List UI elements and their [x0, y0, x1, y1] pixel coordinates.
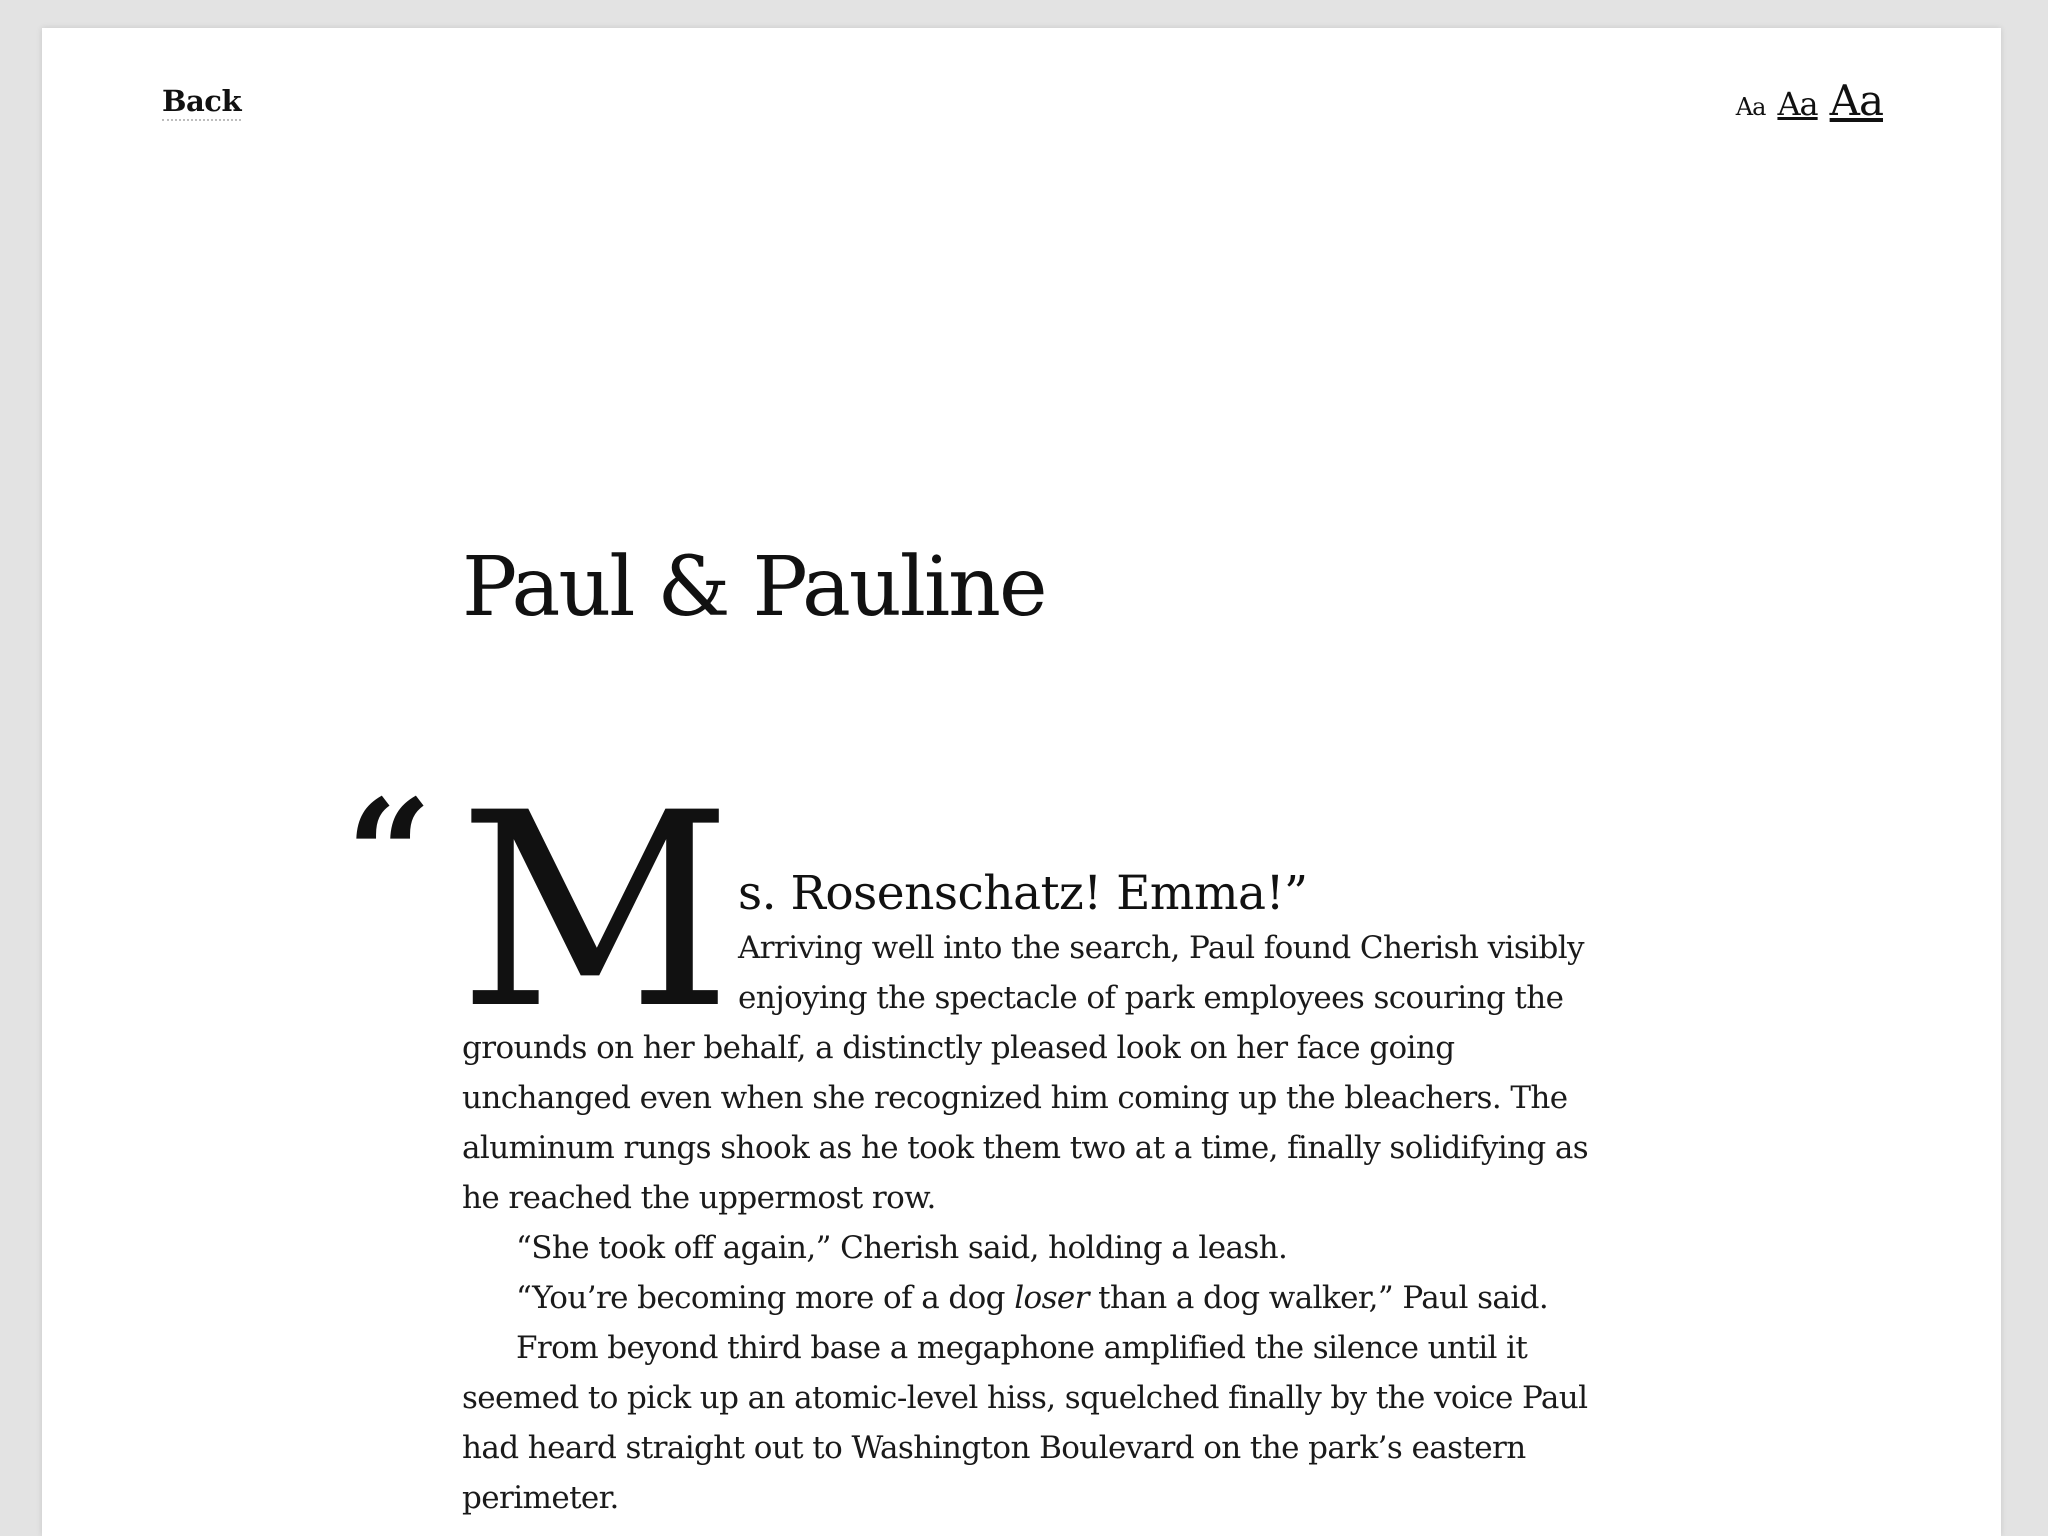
body-text-segment: than a dog walker,” Paul said.: [1088, 1280, 1549, 1316]
body-line: seemed to pick up an atomic-level hiss, squelched finally by the voice Paul: [462, 1380, 1588, 1416]
font-size-small-button[interactable]: Aa: [1735, 93, 1766, 121]
body-line: he reached the uppermost row.: [462, 1180, 936, 1216]
font-size-medium-button[interactable]: Aa: [1777, 85, 1818, 123]
drop-cap: M: [458, 756, 733, 1068]
body-line: perimeter.: [462, 1480, 619, 1516]
emphasis-text: loser: [1014, 1280, 1089, 1316]
story-title: Paul & Pauline: [462, 540, 1046, 635]
body-line: had heard straight out to Washington Boulevard on the park’s eastern: [462, 1430, 1526, 1466]
body-text-segment: “You’re becoming more of a dog: [516, 1280, 1015, 1316]
body-line: “She took off again,” Cherish said, holding a leash.: [516, 1230, 1288, 1266]
body-line: [516, 1280, 1548, 1316]
lead-line: s. Rosenschatz! Emma!”: [738, 866, 1308, 921]
body-line: enjoying the spectacle of park employees scouring the: [738, 980, 1564, 1016]
font-size-large-button[interactable]: Aa: [1829, 76, 1883, 125]
back-link[interactable]: Back: [162, 84, 241, 121]
font-size-controls: [1736, 76, 1883, 125]
reader-page: [42, 28, 2001, 1536]
body-line: aluminum rungs shook as he took them two at a time, finally solidifying as: [462, 1130, 1589, 1166]
body-line: From beyond third base a megaphone amplified the silence until it: [516, 1330, 1528, 1366]
body-line: grounds on her behalf, a distinctly pleased look on her face going: [462, 1030, 1455, 1066]
body-line: Arriving well into the search, Paul found Cherish visibly: [738, 930, 1584, 966]
opening-quote-mark: “: [346, 767, 433, 943]
body-line: unchanged even when she recognized him coming up the bleachers. The: [462, 1080, 1568, 1116]
